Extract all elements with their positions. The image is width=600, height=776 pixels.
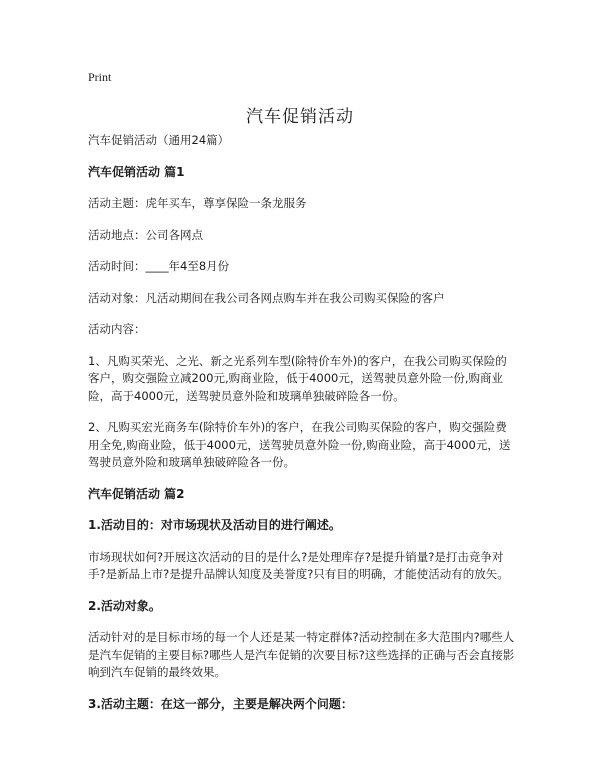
paragraph-target: 活动针对的是目标市场的每一个人还是某一特定群体?活动控制在多大范围内?哪些人是汽车促销的主要目标?哪些人是汽车促销的次要目标?这些选择的正确与否会直接影响到汽车促销的最终效果。 bbox=[88, 630, 515, 679]
section-heading-2: 汽车促销活动 篇2 bbox=[88, 486, 185, 501]
content-item-1: 1、凡购买荣光、之光、新之光系列车型(除特价车外)的客户，在我公司购买保险的客户，购交强险立减200元,购商业险，低于4000元，送驾驶员意外险一份,购商业险，高于4000元，送驾驶员意外险和玻璃单独破碎险各一份。 bbox=[88, 353, 507, 403]
activity-content-label: 活动内容： bbox=[88, 322, 146, 336]
subheading-target: 2.活动对象。 bbox=[88, 598, 161, 613]
subheading-purpose: 1.活动目的：对市场现状及活动目的进行阐述。 bbox=[88, 518, 341, 532]
print-link[interactable]: Print bbox=[88, 70, 112, 84]
activity-theme: 活动主题：虎年买车，尊享保险一条龙服务 bbox=[88, 196, 307, 210]
section-heading-1: 汽车促销活动 篇1 bbox=[88, 164, 185, 179]
activity-location: 活动地点：公司各网点 bbox=[88, 227, 203, 242]
subheading-theme: 3.活动主题：在这一部分，主要是解决两个问题： bbox=[88, 696, 353, 711]
document-subtitle: 汽车促销活动（通用24篇） bbox=[88, 133, 230, 147]
paragraph-purpose: 市场现状如何?开展这次活动的目的是什么?是处理库存?是提升销量?是打击竞争对手?是新品上市?是提升品牌认知度及美誉度?只有目的明确，才能使活动有的放矢。 bbox=[88, 549, 509, 581]
document-body bbox=[88, 132, 518, 713]
activity-time: 活动时间：____年4至8月份 bbox=[88, 259, 230, 273]
activity-target: 活动对象：凡活动期间在我公司各网点购车并在我公司购买保险的客户 bbox=[88, 290, 445, 305]
document-title: 汽车促销活动 bbox=[246, 107, 354, 127]
content-item-2: 2、凡购买宏光商务车(除特价车外)的客户，在我公司购买保险的客户，购交强险费用全免,购商业险，低于4000元，送驾驶员意外险一份,购商业险，高于4000元，送驾驶员意外险和玻璃单独破碎险各一份。 bbox=[88, 420, 511, 469]
